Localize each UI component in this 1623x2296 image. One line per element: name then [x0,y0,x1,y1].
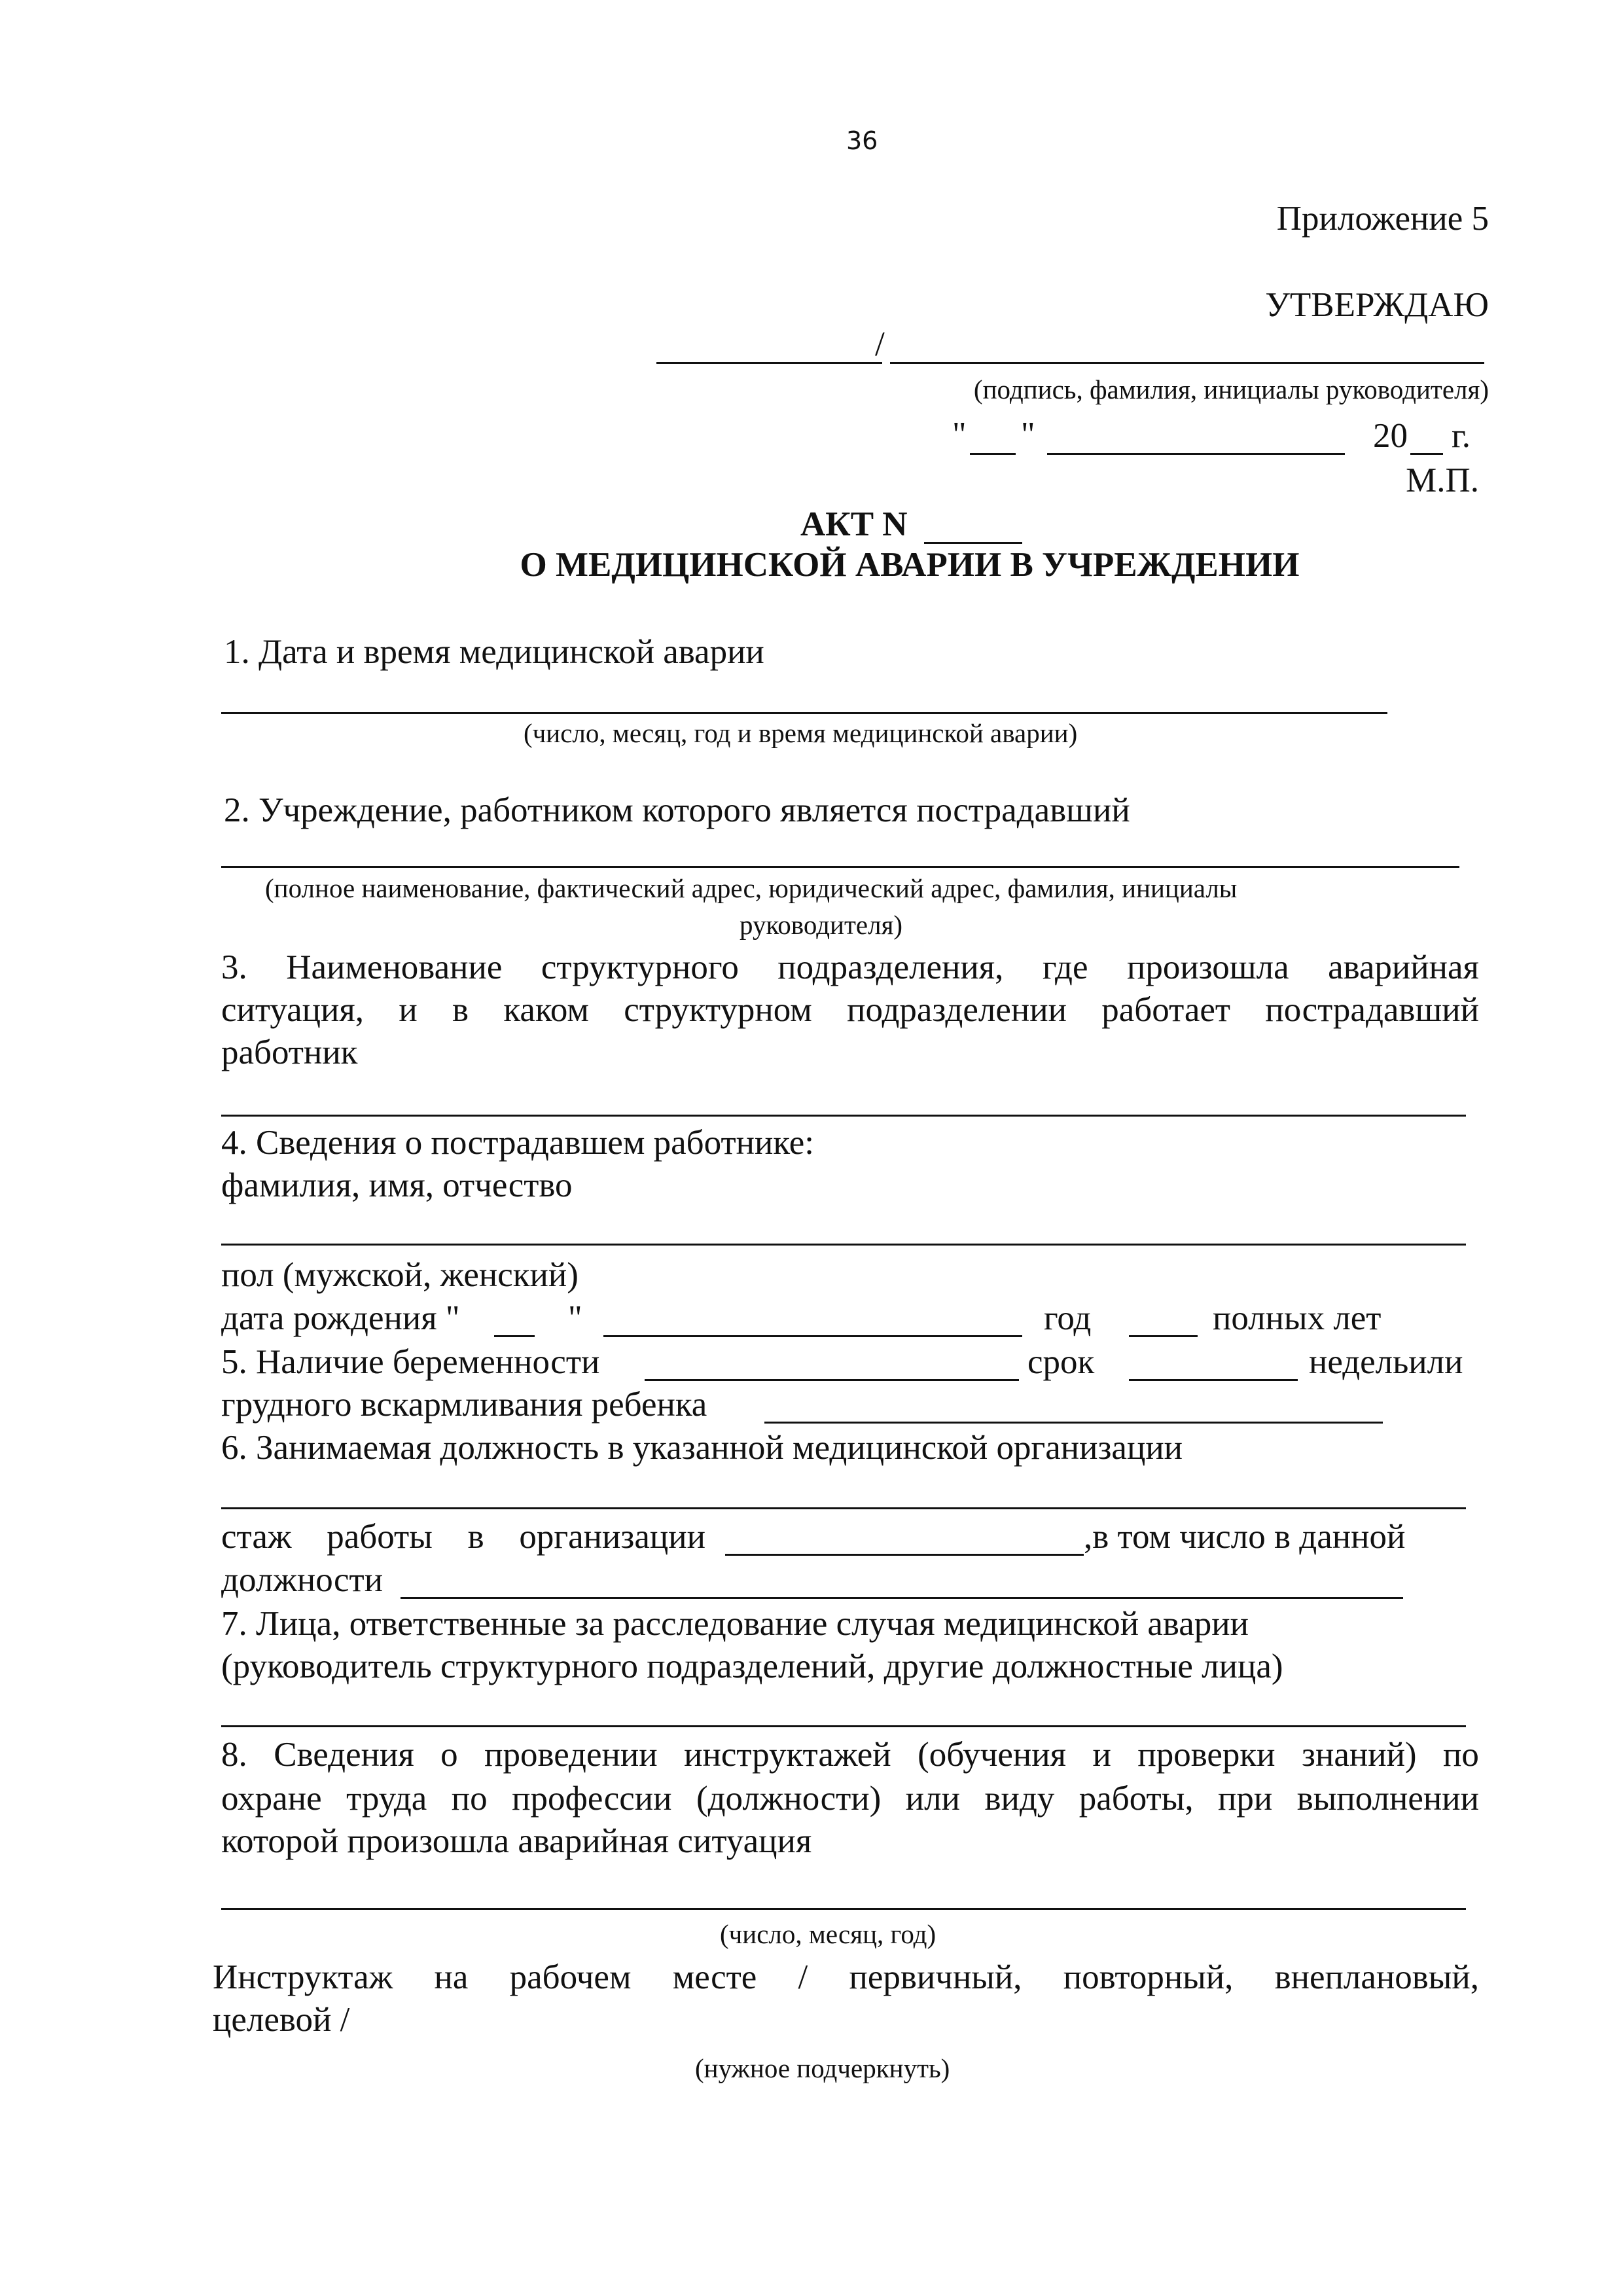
date-year-prefix: 20 [1373,417,1408,455]
briefing-word: / [798,1958,808,1996]
item3-word: где [1042,948,1088,986]
item8-word: 8. [221,1736,247,1774]
item3-word: аварийная [1328,948,1479,986]
item2-label: 2. Учреждение, работником которого является пострадавший [224,791,1130,829]
item3-word: пострадавший [1265,991,1479,1029]
item4-fio-line[interactable] [221,1244,1466,1246]
item4-label: 4. Сведения о пострадавшем работнике: [221,1124,815,1162]
item8-word: и [1092,1736,1111,1774]
briefing-line2: целевой / [213,2001,350,2039]
signature-slash: / [875,325,885,363]
item1-line[interactable] [221,712,1387,714]
item5-pregnancy-line[interactable] [645,1379,1019,1381]
item5-breast-line[interactable] [764,1422,1383,1424]
item3-word: подразделении [847,991,1067,1029]
item8-word: или [905,1780,960,1818]
item8-word: труда [346,1780,427,1818]
item3-word: произошла [1126,948,1289,986]
item7-line[interactable] [221,1725,1466,1727]
item8-word: (должности) [696,1780,882,1818]
item5-weeks-label: недельили [1309,1343,1463,1381]
name-line[interactable] [890,362,1484,364]
item3-line[interactable] [221,1115,1466,1117]
item6-experience-line[interactable] [725,1554,1084,1556]
signature-line[interactable] [656,362,882,364]
date-year-line[interactable] [1410,453,1443,455]
page-number: 36 [846,126,878,155]
briefing-word: рабочем [509,1958,632,1996]
date-quote-close: " [1021,416,1035,454]
item2-caption-1: (полное наименование, фактический адрес, юридический адрес, фамилия, инициалы [265,873,1238,903]
item4-full-years: полных лет [1213,1299,1382,1337]
item8-word: знаний) [1302,1736,1417,1774]
item8-line[interactable] [221,1908,1466,1910]
stamp-label: М.П. [1406,461,1479,499]
date-year-suffix: г. [1452,417,1471,455]
item8-word: о [440,1736,458,1774]
date-month-line[interactable] [1047,453,1345,455]
item1-caption: (число, месяц, год и время медицинской аварии) [524,718,1078,748]
act-number-label: АКТ N [800,505,908,543]
item2-line[interactable] [221,866,1459,868]
item6-label: 6. Занимаемая должность в указанной медицинской организации [221,1429,1183,1467]
item4-birth-day-line[interactable] [494,1335,535,1337]
item4-birth-label: дата рождения " [221,1299,460,1337]
briefing-caption: (нужное подчеркнуть) [695,2053,950,2083]
item8-word: Сведения [274,1736,414,1774]
item4-birth-quote: " [568,1299,582,1337]
item8-word: по [1443,1736,1479,1774]
item6-word: организации [519,1518,705,1556]
item3-word: Наименование [286,948,503,986]
item4-sex-label: пол (мужской, женский) [221,1256,579,1294]
item1-label: 1. Дата и время медицинской аварии [224,633,764,671]
item4-year-label: год [1044,1299,1092,1337]
item3-word: структурного [541,948,739,986]
item3-word: каком [503,991,589,1029]
item6-word: стаж [221,1518,292,1556]
approve-label: УТВЕРЖДАЮ [1265,286,1489,324]
signature-caption: (подпись, фамилия, инициалы руководителя) [973,374,1489,404]
item8-word: проверки [1137,1736,1275,1774]
item7-line1: 7. Лица, ответственные за расследование случая медицинской аварии [221,1605,1249,1643]
briefing-word: на [434,1958,469,1996]
item8-word: по [451,1780,488,1818]
item2-caption-2: руководителя) [740,910,903,940]
item7-line2: (руководитель структурного подразделений, другие должностные лица) [221,1647,1283,1685]
item4-birth-date-line[interactable] [603,1335,1022,1337]
item8-line3: которой произошла аварийная ситуация [221,1822,812,1860]
item8-line2 [221,1782,1479,1816]
act-number-line[interactable] [924,542,1022,544]
item6-position-line[interactable] [221,1507,1466,1509]
item6-word: работы [327,1518,433,1556]
item6-word: в [467,1518,484,1556]
item3-word: работает [1101,991,1231,1029]
date-day-line[interactable] [970,453,1016,455]
item8-word: (обучения [918,1736,1067,1774]
item5-term-line[interactable] [1129,1379,1298,1381]
item3-word: ситуация, [221,991,365,1029]
item3-line1 [221,950,1479,985]
item8-caption: (число, месяц, год) [720,1919,936,1949]
item6-experience-tail: ,в том число в данной [1084,1518,1406,1556]
item3-word: подразделения, [777,948,1004,986]
item8-word: профессии [512,1780,672,1818]
item6-in-position-line[interactable] [401,1597,1403,1599]
item3-word: в [452,991,469,1029]
briefing-word: повторный, [1063,1958,1234,1996]
item8-word: виду [984,1780,1055,1818]
item8-word: проведении [484,1736,658,1774]
briefing-word: Инструктаж [213,1958,393,1996]
item6-in-position-label: должности [221,1561,383,1599]
item3-word: и [399,991,418,1029]
item8-word: охране [221,1780,322,1818]
item8-word: работы, [1079,1780,1194,1818]
item4-age-line[interactable] [1129,1335,1198,1337]
appendix-label: Приложение 5 [1276,200,1489,238]
date-quote-open: " [952,416,967,454]
item4-fio-label: фамилия, имя, отчество [221,1166,573,1204]
item8-word: инструктажей [684,1736,891,1774]
briefing-line1 [213,1960,1479,1995]
item8-word: выполнении [1296,1780,1479,1818]
briefing-word: внеплановый, [1274,1958,1479,1996]
item3-line2 [221,993,1479,1028]
item8-line1 [221,1738,1479,1772]
item5-label: 5. Наличие беременности [221,1343,600,1381]
item8-word: при [1218,1780,1273,1818]
briefing-word: месте [672,1958,757,1996]
item6-experience-words [221,1520,705,1554]
item3-word: структурном [624,991,812,1029]
item3-line3: работник [221,1033,358,1071]
item3-word: 3. [221,948,247,986]
act-subtitle: О МЕДИЦИНСКОЙ АВАРИИ В УЧРЕЖДЕНИИ [520,546,1300,584]
briefing-word: первичный, [849,1958,1022,1996]
item5-term-label: срок [1027,1343,1095,1381]
item5-breast-label: грудного вскармливания ребенка [221,1386,707,1424]
